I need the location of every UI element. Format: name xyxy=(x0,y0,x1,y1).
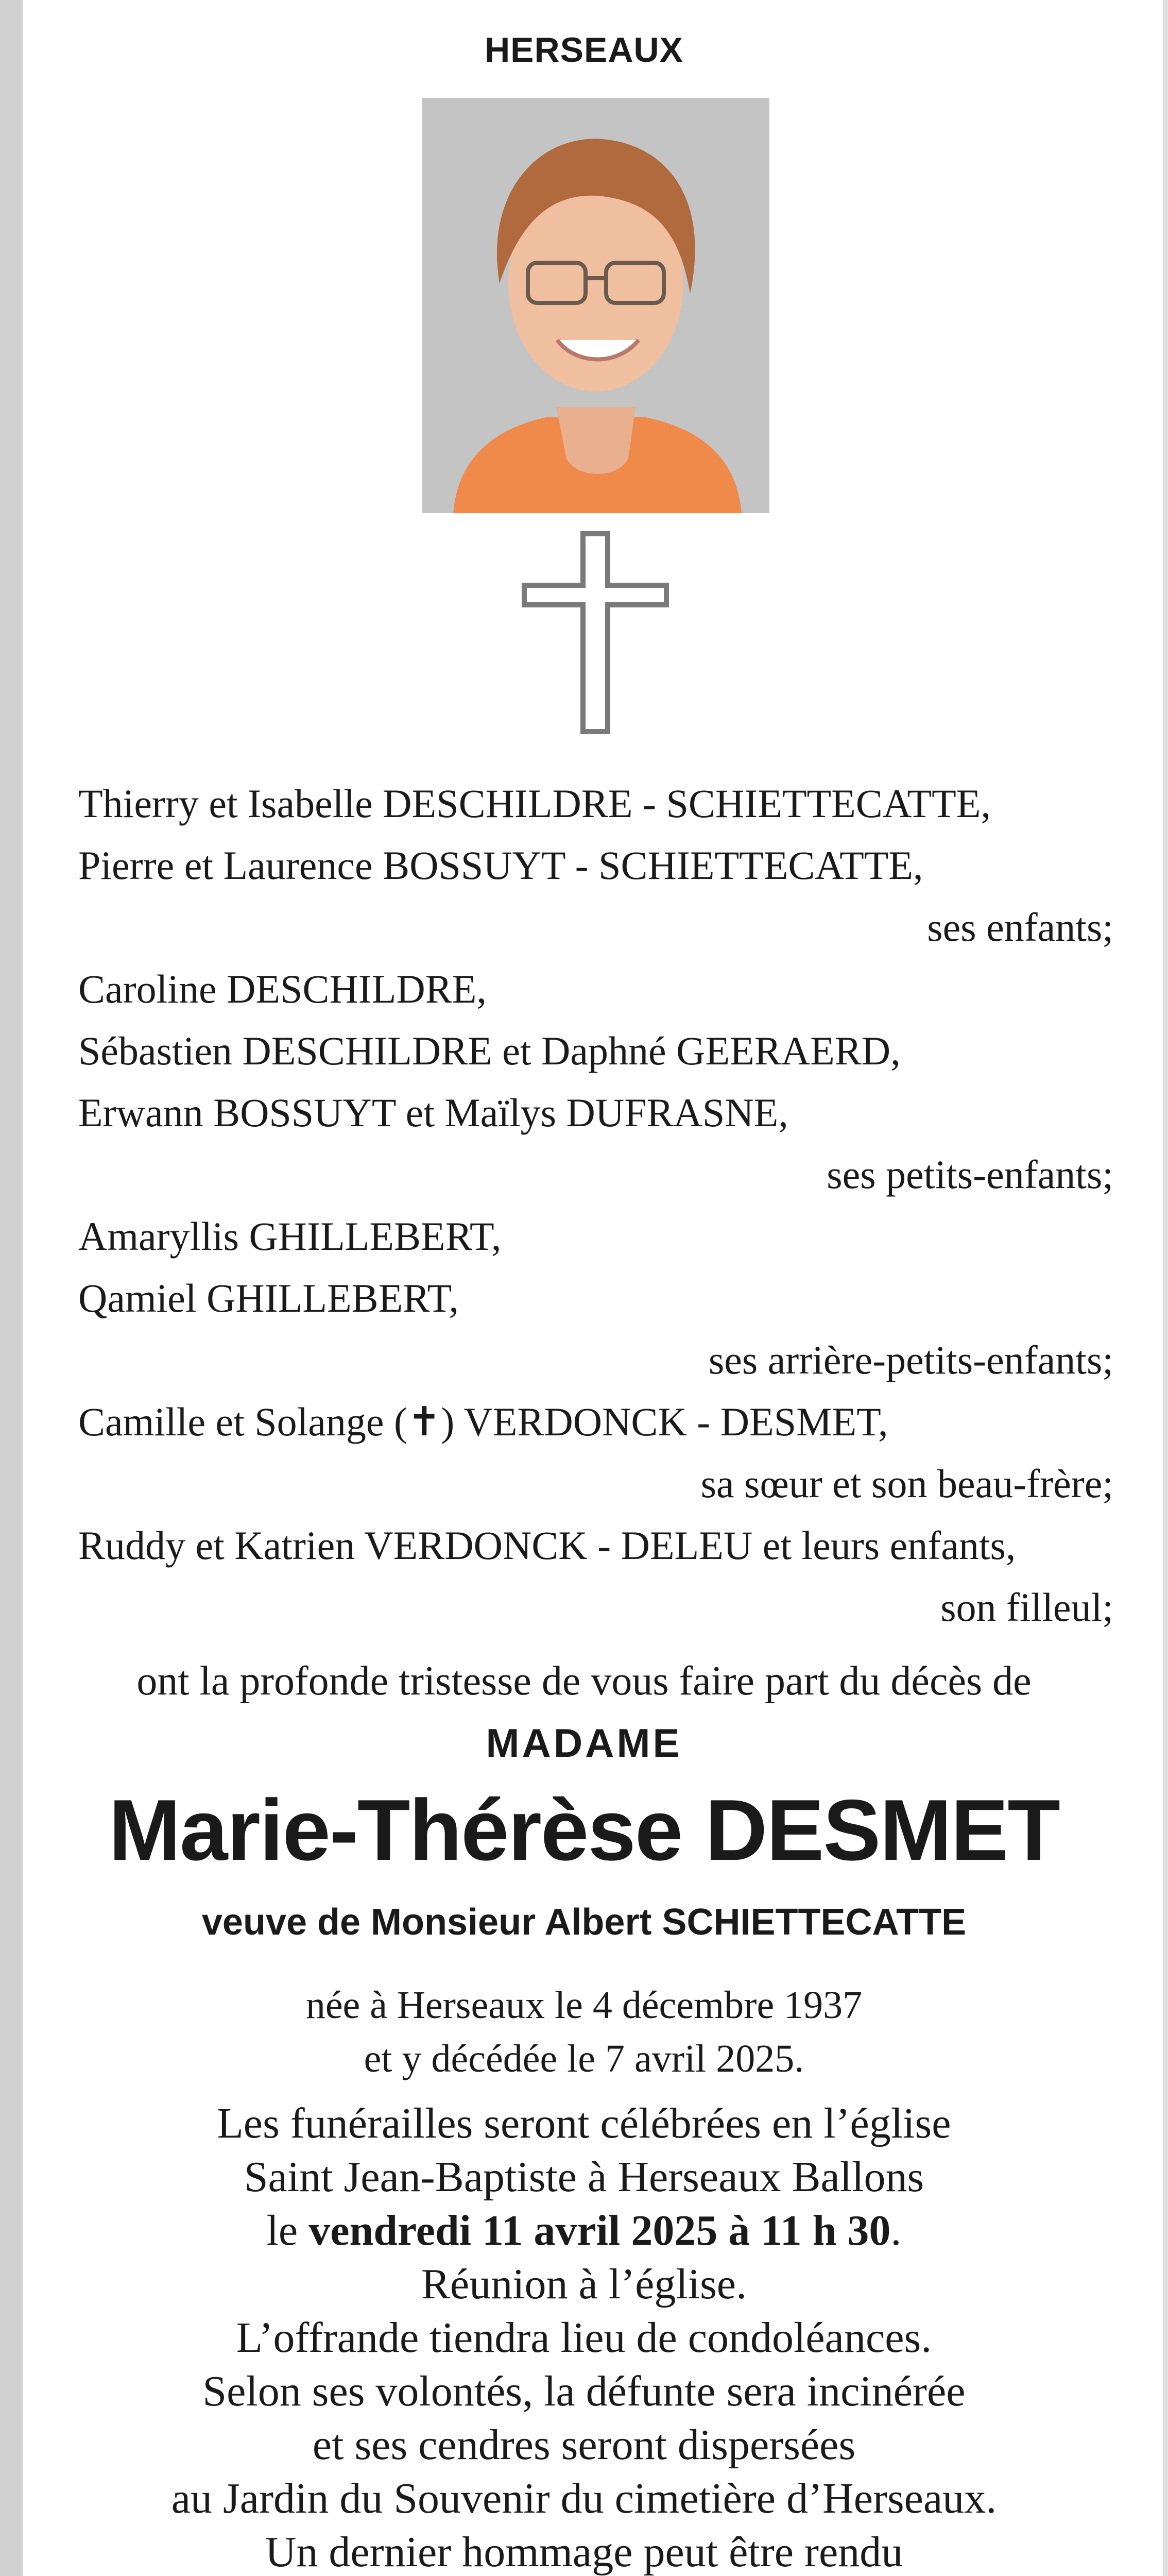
funeral-date: vendredi 11 avril 2025 à 11 h 30 xyxy=(308,2207,891,2255)
family-line: Amaryllis GHILLEBERT, xyxy=(78,1214,502,1259)
family-relation: ses petits-enfants; xyxy=(827,1152,1113,1197)
birth-line: née à Herseaux le 4 décembre 1937 xyxy=(305,1984,863,2027)
deceased-portrait xyxy=(422,98,769,513)
family-line: Thierry et Isabelle DESCHILDRE - SCHIETTECATTE, xyxy=(78,781,991,826)
cross-icon xyxy=(521,531,669,735)
deceased-name: Marie-Thérèse DESMET xyxy=(109,1782,1059,1878)
life-dates xyxy=(0,1978,1168,2086)
deceased-title: MADAME xyxy=(486,1720,682,1766)
funeral-line: Les funérailles seront célébrées en l’église xyxy=(217,2099,951,2147)
family-relation: ses arrière-petits-enfants; xyxy=(708,1337,1113,1382)
family-line: Camille et Solange (✝) VERDONCK - DESMET, xyxy=(78,1399,888,1444)
family-line: Qamiel GHILLEBERT, xyxy=(78,1276,459,1320)
family-line: Sébastien DESCHILDRE et Daphné GEERAERD, xyxy=(78,1028,901,1073)
location-heading: HERSEAUX xyxy=(485,30,683,70)
funeral-details xyxy=(0,2097,1168,2576)
funeral-line: Réunion à l’église. xyxy=(421,2260,747,2308)
funeral-date-suffix: . xyxy=(890,2207,902,2255)
funeral-line: Un dernier hommage peut être rendu xyxy=(265,2528,903,2576)
funeral-line: et ses cendres seront dispersées xyxy=(312,2421,856,2469)
family-relation: sa sœur et son beau-frère; xyxy=(700,1461,1113,1506)
funeral-date-line xyxy=(0,2204,1168,2258)
funeral-date-prefix: le xyxy=(266,2207,309,2255)
funeral-line: Saint Jean-Baptiste à Herseaux Ballons xyxy=(244,2153,924,2201)
family-relation: son filleul; xyxy=(940,1585,1113,1630)
family-relation: ses enfants; xyxy=(927,905,1113,950)
family-line: Erwann BOSSUYT et Maïlys DUFRASNE, xyxy=(78,1090,788,1135)
funeral-line: L’offrande tiendra lieu de condoléances. xyxy=(236,2314,932,2362)
funeral-line: au Jardin du Souvenir du cimetière d’Herseaux. xyxy=(171,2475,997,2522)
portrait-illustration xyxy=(422,98,769,513)
family-line: Pierre et Laurence BOSSUYT - SCHIETTECATTE, xyxy=(78,843,923,888)
deceased-widow-of: veuve de Monsieur Albert SCHIETTECATTE xyxy=(201,1902,967,1943)
funeral-line: Selon ses volontés, la défunte sera incinérée xyxy=(202,2367,966,2415)
announcement-text: ont la profonde tristesse de vous faire part du décès de xyxy=(136,1658,1032,1704)
family-line: Caroline DESCHILDRE, xyxy=(78,967,487,1011)
family-line: Ruddy et Katrien VERDONCK - DELEU et leurs enfants, xyxy=(78,1523,1016,1568)
family-list xyxy=(78,773,1113,1638)
death-line: et y décédée le 7 avril 2025. xyxy=(364,2037,804,2080)
